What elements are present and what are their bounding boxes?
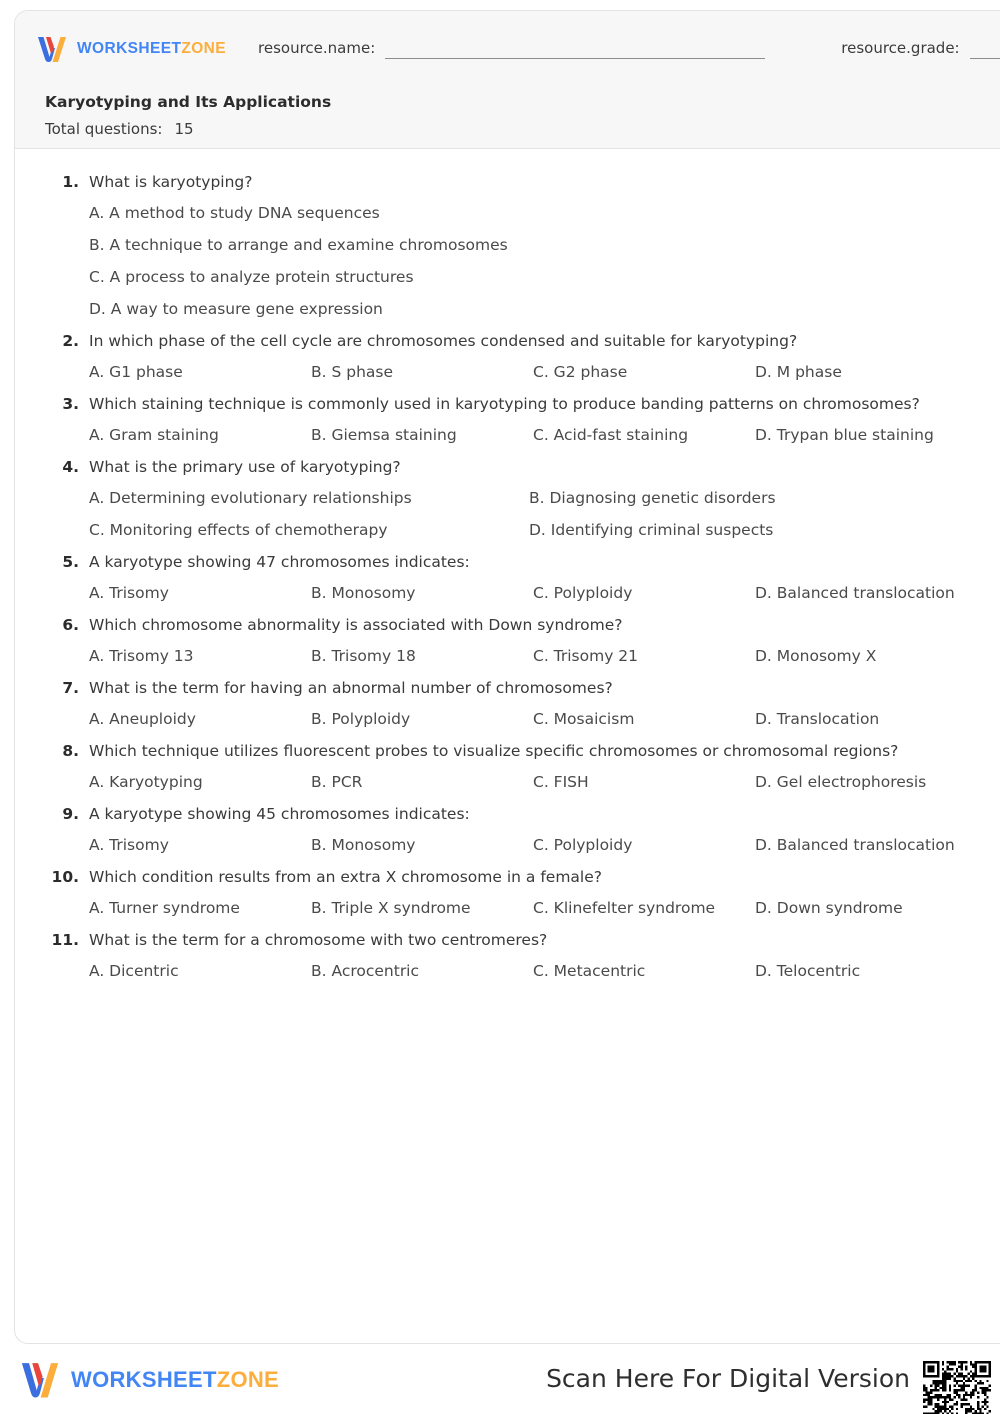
answer-option[interactable]: D. Translocation — [755, 710, 880, 728]
answer-option[interactable]: D. Telocentric — [755, 962, 861, 980]
answer-option[interactable]: C. Acid-fast staining — [533, 426, 689, 444]
answer-option[interactable]: D. Balanced translocation — [755, 584, 955, 602]
worksheet-card — [14, 10, 1000, 1344]
question-item — [45, 742, 993, 791]
brand-part-worksheet: WORKSHEET — [71, 1367, 217, 1392]
question-item — [45, 616, 993, 665]
question-text: Which condition results from an extra X chromosome in a female? — [89, 868, 602, 886]
page-footer — [0, 1352, 1000, 1414]
scan-prompt-text: Scan Here For Digital Version — [546, 1364, 910, 1393]
question-item — [45, 332, 993, 381]
answer-option-row — [89, 584, 993, 602]
question-text: Which staining technique is commonly used in karyotyping to produce banding patterns on chromosomes? — [89, 395, 920, 413]
question-header — [45, 553, 993, 571]
answer-options — [45, 489, 993, 539]
answer-option-row — [89, 962, 993, 980]
header-top-row — [35, 31, 1000, 67]
question-number: 9. — [62, 805, 79, 823]
answer-options — [45, 647, 993, 665]
question-item — [45, 931, 993, 980]
question-header — [45, 616, 993, 634]
answer-option[interactable]: D. M phase — [755, 363, 842, 381]
question-item — [45, 173, 993, 318]
answer-option-row — [89, 300, 993, 318]
answer-option-row — [89, 836, 993, 854]
question-item — [45, 805, 993, 854]
total-questions-value: 15 — [174, 120, 194, 138]
question-header — [45, 742, 993, 760]
resource-grade-label: resource.grade: — [841, 39, 960, 57]
answer-option[interactable]: A. G1 phase — [89, 363, 183, 381]
question-number: 4. — [62, 458, 79, 476]
question-number: 5. — [62, 553, 79, 571]
brand-part-worksheet: WORKSHEET — [77, 40, 182, 57]
qr-code-graphic — [923, 1361, 991, 1414]
question-number: 3. — [62, 395, 79, 413]
answer-option[interactable]: D. Balanced translocation — [755, 836, 955, 854]
question-item — [45, 458, 993, 539]
question-header — [45, 931, 993, 949]
brand-part-zone: ZONE — [216, 1367, 280, 1392]
question-header — [45, 679, 993, 697]
question-text: What is the primary use of karyotyping? — [89, 458, 401, 476]
answer-option[interactable]: C. Polyploidy — [533, 584, 633, 602]
answer-option-row — [89, 773, 993, 791]
answer-option[interactable]: A. Trisomy — [89, 836, 169, 854]
answer-option[interactable]: A. Trisomy — [89, 584, 169, 602]
question-text: In which phase of the cell cycle are chromosomes condensed and suitable for karyotyping? — [89, 332, 798, 350]
answer-options — [45, 773, 993, 791]
answer-options — [45, 426, 993, 444]
answer-option[interactable]: C. Trisomy 21 — [533, 647, 639, 665]
answer-option[interactable]: C. Metacentric — [533, 962, 646, 980]
question-number: 8. — [62, 742, 79, 760]
answer-options — [45, 962, 993, 980]
question-number: 11. — [51, 931, 79, 949]
answer-option-row — [89, 710, 993, 728]
total-questions-label: Total questions: — [45, 120, 163, 138]
answer-options — [45, 836, 993, 854]
question-number: 1. — [62, 173, 79, 191]
question-number: 6. — [62, 616, 79, 634]
answer-option[interactable]: A. Aneuploidy — [89, 710, 196, 728]
answer-option[interactable]: D. A way to measure gene expression — [89, 300, 383, 318]
answer-option[interactable]: C. Klinefelter syndrome — [533, 899, 716, 917]
answer-option[interactable]: B. PCR — [311, 773, 363, 791]
answer-option[interactable]: D. Down syndrome — [755, 899, 903, 917]
answer-option[interactable]: A. Dicentric — [89, 962, 179, 980]
answer-options — [45, 710, 993, 728]
answer-option[interactable]: C. G2 phase — [533, 363, 628, 381]
answer-option[interactable]: A. Karyotyping — [89, 773, 203, 791]
answer-option[interactable]: B. Trisomy 18 — [311, 647, 416, 665]
worksheet-title: Karyotyping and Its Applications — [45, 93, 332, 111]
answer-option[interactable]: B. Acrocentric — [311, 962, 420, 980]
resource-name-field[interactable] — [258, 39, 765, 59]
question-header — [45, 395, 993, 413]
question-header — [45, 173, 993, 191]
answer-option[interactable]: D. Monosomy X — [755, 647, 877, 665]
answer-option-row — [89, 204, 993, 222]
brand-wordmark — [77, 40, 226, 58]
answer-option-row — [89, 521, 993, 539]
question-text: A karyotype showing 45 chromosomes indicates: — [89, 805, 470, 823]
answer-option[interactable]: D. Identifying criminal suspects — [529, 521, 774, 539]
question-text: What is karyotyping? — [89, 173, 253, 191]
answer-option-row — [89, 268, 993, 286]
answer-options — [45, 899, 993, 917]
answer-options — [45, 204, 993, 318]
answer-option[interactable]: B. Giemsa staining — [311, 426, 457, 444]
answer-option[interactable]: C. A process to analyze protein structures — [89, 268, 414, 286]
brand-wordmark — [71, 1367, 279, 1393]
question-header — [45, 868, 993, 886]
resource-name-input-rule[interactable] — [385, 41, 765, 59]
answer-option-row — [89, 426, 993, 444]
question-header — [45, 332, 993, 350]
answer-option[interactable]: C. Polyploidy — [533, 836, 633, 854]
question-item — [45, 679, 993, 728]
brand-logo-footer[interactable] — [18, 1360, 279, 1400]
question-header — [45, 805, 993, 823]
answer-option[interactable]: C. Monitoring effects of chemotherapy — [89, 521, 388, 539]
worksheet-header — [15, 11, 1000, 149]
question-text: What is the term for a chromosome with two centromeres? — [89, 931, 548, 949]
answer-option[interactable]: B. Polyploidy — [311, 710, 411, 728]
question-item — [45, 868, 993, 917]
answer-option[interactable]: A. Turner syndrome — [89, 899, 240, 917]
answer-option[interactable]: A. Trisomy 13 — [89, 647, 194, 665]
total-questions — [45, 120, 194, 138]
answer-option-row — [89, 489, 993, 507]
answer-option[interactable]: A. Gram staining — [89, 426, 219, 444]
question-number: 2. — [62, 332, 79, 350]
question-number: 7. — [62, 679, 79, 697]
question-text: Which technique utilizes fluorescent probes to visualize specific chromosomes or chromosomal regions? — [89, 742, 899, 760]
answer-option[interactable]: A. Determining evolutionary relationships — [89, 489, 412, 507]
answer-option[interactable]: B. Diagnosing genetic disorders — [529, 489, 776, 507]
qr-code[interactable] — [918, 1356, 996, 1414]
question-header — [45, 458, 993, 476]
answer-option[interactable]: B. A technique to arrange and examine chromosomes — [89, 236, 508, 254]
answer-option-row — [89, 236, 993, 254]
question-text: What is the term for having an abnormal number of chromosomes? — [89, 679, 613, 697]
resource-grade-input-rule[interactable] — [970, 41, 1000, 59]
answer-option[interactable]: D. Trypan blue staining — [755, 426, 934, 444]
answer-option-row — [89, 363, 993, 381]
answer-option-row — [89, 647, 993, 665]
brand-logo-header[interactable] — [35, 34, 226, 64]
answer-option[interactable]: D. Gel electrophoresis — [755, 773, 927, 791]
answer-option[interactable]: B. Monosomy — [311, 584, 416, 602]
question-number: 10. — [51, 868, 79, 886]
answer-options — [45, 363, 993, 381]
answer-option[interactable]: A. A method to study DNA sequences — [89, 204, 380, 222]
question-list — [15, 149, 1000, 980]
question-item — [45, 553, 993, 602]
worksheet-zone-logo-mark — [18, 1360, 62, 1400]
answer-option[interactable]: B. Monosomy — [311, 836, 416, 854]
question-item — [45, 395, 993, 444]
answer-option[interactable]: B. Triple X syndrome — [311, 899, 471, 917]
resource-name-label: resource.name: — [258, 39, 376, 57]
answer-option[interactable]: C. FISH — [533, 773, 589, 791]
brand-part-zone: ZONE — [181, 40, 227, 57]
resource-grade-field[interactable] — [841, 39, 1000, 59]
answer-option[interactable]: C. Mosaicism — [533, 710, 635, 728]
answer-options — [45, 584, 993, 602]
question-text: Which chromosome abnormality is associated with Down syndrome? — [89, 616, 623, 634]
question-text: A karyotype showing 47 chromosomes indicates: — [89, 553, 470, 571]
answer-option[interactable]: B. S phase — [311, 363, 394, 381]
answer-option-row — [89, 899, 993, 917]
worksheet-zone-logo-mark — [35, 34, 69, 64]
